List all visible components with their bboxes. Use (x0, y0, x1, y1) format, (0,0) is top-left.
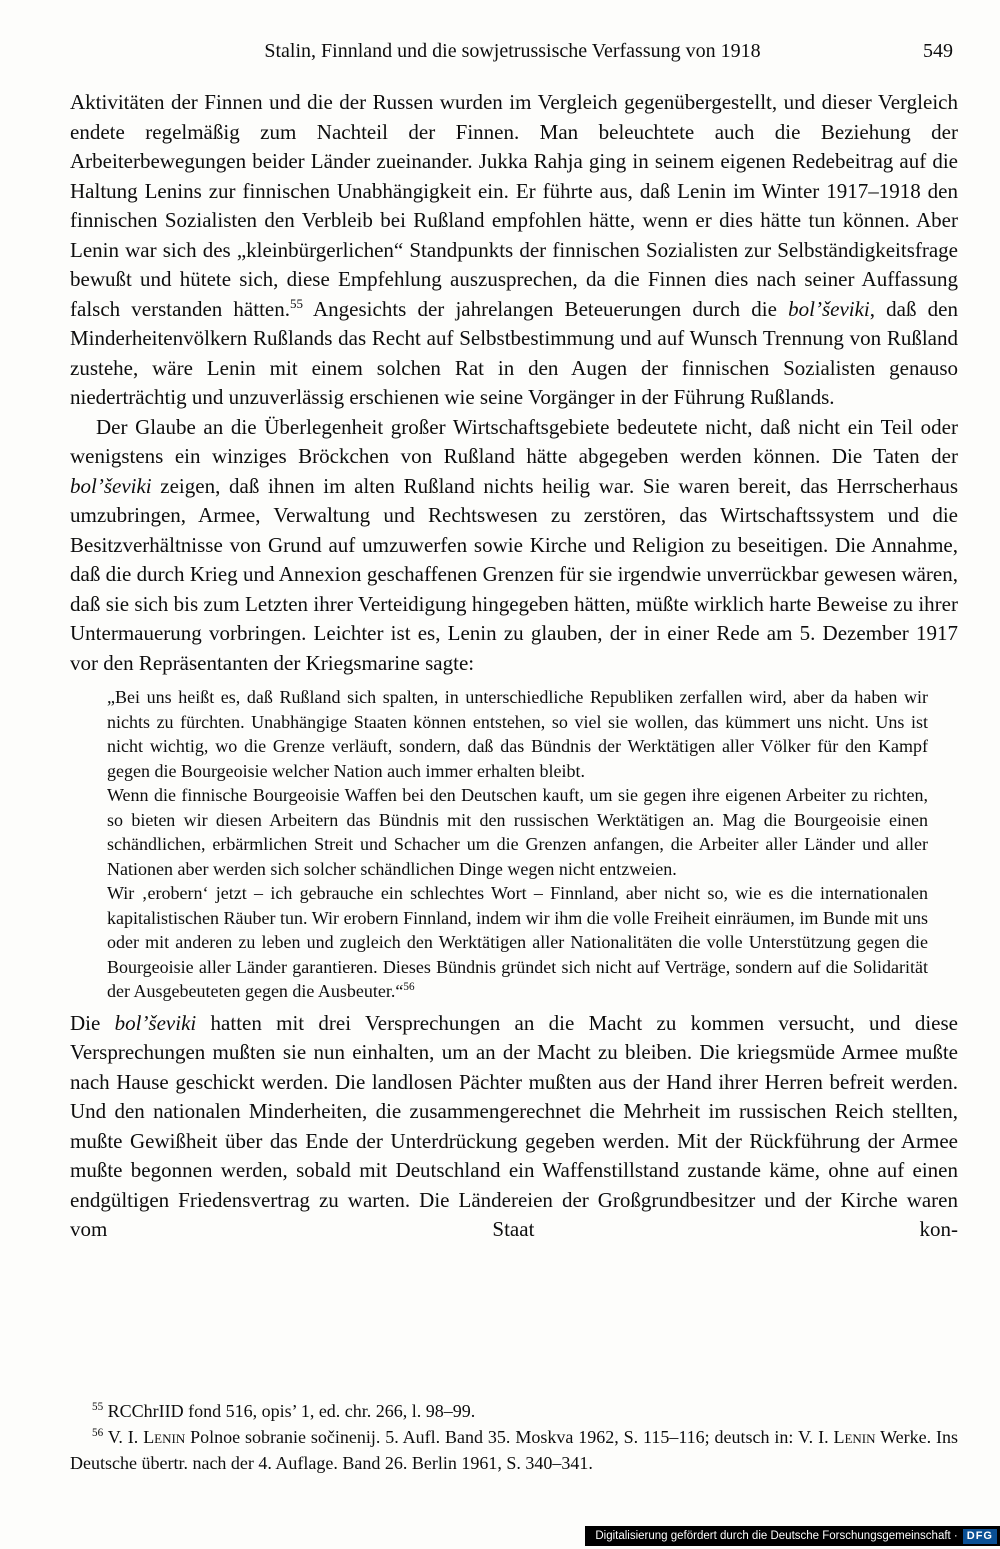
block-quote (107, 685, 928, 1004)
paragraph-3: Die bol’ševiki hatten mit drei Versprechungen an die Macht zu kommen versucht, und diese Versprechungen mußten sie nun einhalten, um an der Macht zu bleiben. Die kriegsmüde Armee mußte nach Hause geschickt werden. Die landlosen Pächter mußten aus der Hand ihrer Herren befreit werden. Und den nationalen Minderheiten, die zusammengerechnet die Mehrheit im russischen Reich stellten, mußte Gewißheit über das Ende der Unterdrückung gegeben werden. Mit der Rückführung der Armee mußte begonnen werden, sobald mit Deutschland ein Waffenstillstand zustande käme, ohne auf einen endgültigen Friedensvertrag zu warten. Die Ländereien der Großgrundbesitzer und der Kirche waren vom Staat kon- (70, 1010, 958, 1241)
paragraph-1: Aktivitäten der Finnen und die der Russen wurden im Vergleich gegenübergestellt, und dieser Vergleich endete regelmäßig zum Nachteil der Finnen. Man beleuchtete auch die Beziehung der Arbeiterbewegungen beider Länder zueinander. Jukka Rahja ging in seinem eigenen Redebeitrag auf die Haltung Lenins zur finnischen Unabhängigkeit ein. Er führte aus, daß Lenin im Winter 1917–1918 den finnischen Sozialisten den Verbleib bei Rußland empfohlen hätte, wenn er dies hätte tun können. Aber Lenin war sich des „kleinbürgerlichen“ Standpunkts der finnischen Sozialisten zur Selbständigkeitsfrage bewußt und hütete sich, diese Empfehlung auszusprechen, da die Finnen dies nach seiner Auffassung falsch verstanden hätten.$^{55}$ Angesichts der jahrelangen Beteuerungen durch die bol’ševiki, daß den Minderheitenvölkern Rußlands das Recht auf Selbstbestimmung und auf Wunsch Trennung von Rußland zustehe, wäre Lenin mit einem solchen Rat in den Augen der finnischen Sozialisten genauso niederträchtig und unzuverlässig erschienen wie seine Vorgänger in der Führung Rußlands. (70, 90, 958, 409)
paragraph-2: Der Glaube an die Überlegenheit großer Wirtschaftsgebiete bedeutete nicht, daß nicht ein Teil oder wenigstens ein winziges Bröckchen von Rußland hätte abgegeben werden können. Die Taten der bol’ševiki zeigen, daß ihnen im alten Rußland nichts heilig war. Sie waren bereit, das Herrscherhaus umzubringen, Armee, Verwaltung und Rechtswesen zu zerstören, das Wirtschaftssystem und die Besitzverhältnisse von Grund auf umzuwerfen sowie Kirche und Religion zu beseitigen. Die Annahme, daß die durch Krieg und Annexion geschaffenen Grenzen für sie irgendwie unverrückbar gewesen wären, daß sie sich bis zum Letzten ihrer Verteidigung hingegeben hätten, müßte wirklich harte Beweise zu ihrer Untermauerung vorbringen. Leichter ist es, Lenin zu glauben, der in einer Rede am 5. Dezember 1917 vor den Repräsentanten der Kriegsmarine sagte: (70, 414, 958, 675)
text-block (70, 88, 958, 1245)
digitization-label: Digitalisierung gefördert durch die Deutsche Forschungsgemeinschaft · (595, 1530, 958, 1542)
quote-paragraph-3: Wir ‚erobern‘ jetzt – ich gebrauche ein schlechtes Wort – Finnland, aber nicht so, wie es die internationalen kapitalistischen Räuber tun. Wir erobern Finnland, indem wir ihm die volle Freiheit einräumen, im Bunde mit uns oder mit anderen zu leben und zugleich den Werktätigen aller Nationalitäten die volle Unterstützung gegen die Bourgeoisie aller Länder garantieren. Dieses Bündnis gründet sich nicht auf Verträge, sondern auf die Solidarität der Ausgebeuteten gegen die Ausbeuter.“$^{56}$ (107, 883, 928, 1001)
quote-paragraph-2: Wenn die finnische Bourgeoisie Waffen bei den Deutschen kauft, um sie gegen ihre eigenen Arbeiter zu richten, so bieten wir diesen Arbeitern das Bündnis mit den russischen Werktätigen an. Mag die Bourgeoisie einen schändlichen, erbärmlichen Streit und Schacher um die Grenzen anfangen, die Arbeiter aller Länder und aller Nationen aber werden sich solcher schändlichen Dinge wegen nicht entzweien. (107, 785, 928, 879)
page-number: 549 (923, 40, 953, 62)
page-title: Stalin, Finnland und die sowjetrussische Verfassung von 1918 (264, 40, 761, 62)
quote-paragraph-1: „Bei uns heißt es, daß Rußland sich spalten, in unterschiedliche Republiken zerfallen wird, aber da haben wir nichts zu fürchten. Unabhängige Staaten können entstehen, so viel sie wollen, das kümmert uns nicht. Uns ist nicht wichtig, wo die Grenze verläuft, sondern, daß das Bündnis der Werktätigen aller Völker für den Kampf gegen die Bourgeoisie welcher Nation auch immer erhalten bleibt. (107, 687, 928, 781)
footnote-55: $^{55}$ RCChrIID fond 516, opis’ 1, ed. chr. 266, l. 98–99. (92, 1401, 476, 1421)
footnote-56: $^{56}$ V. I. Lenin Polnoe sobranie sočinenij. 5. Aufl. Band 35. Moskva 1962, S. 115–116; deutsch in: V. I. Lenin Werke. Ins Deutsche übertr. nach der 4. Auflage. Band 26. Berlin 1961, S. 340–341. (70, 1427, 958, 1473)
digitization-bar (585, 1526, 1000, 1546)
dfg-logo: DFG (963, 1529, 997, 1544)
page-header (70, 40, 955, 63)
footnotes (70, 1398, 958, 1476)
